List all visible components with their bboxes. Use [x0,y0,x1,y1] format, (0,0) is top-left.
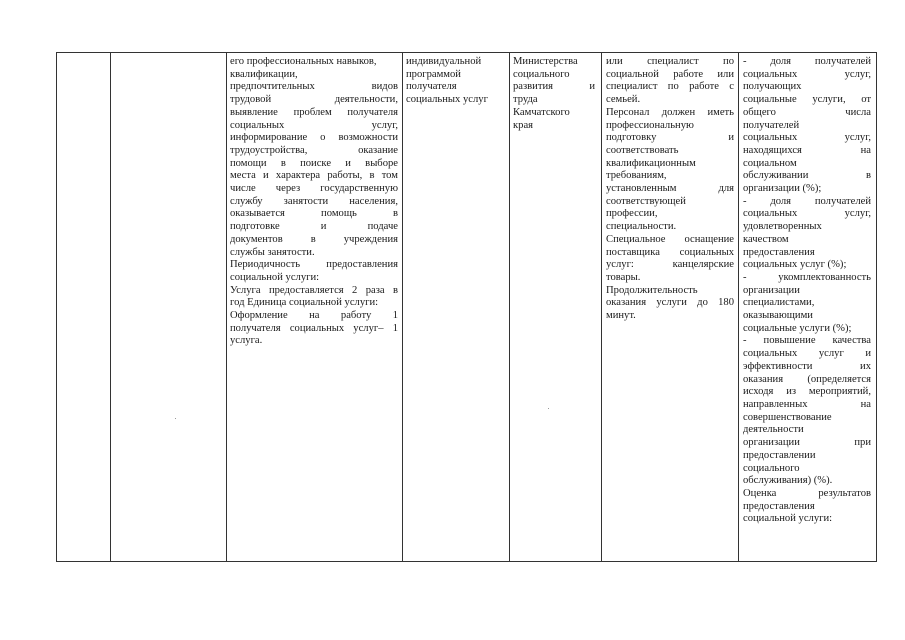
text-line: совершенствование [743,411,832,423]
text-line: профессии, [606,208,658,220]
text-line: специалист по работе с [606,81,734,93]
text-line: трудовой деятельности, [230,94,398,106]
text-line: его профессиональных навыков, [230,56,377,67]
text-line: Специальное оснащение [606,233,734,245]
text-line: поставщика социальных [606,246,734,258]
col-border-5 [509,52,510,561]
text-line: документов в учреждения [230,233,398,245]
text-line: соответствующей [606,195,686,207]
col-border-7 [738,52,739,561]
text-line: соответствовать [606,144,679,156]
text-line: получателя [406,81,457,93]
text-line: информирование о возможности [230,132,398,144]
text-line: социальной услуги: [230,271,320,283]
text-line: службы занятости. [230,246,315,258]
text-line: числе через государственную [230,183,398,195]
text-line: социальных услуг [406,94,488,106]
text-line: социальной работе или [606,68,734,80]
text-line: оказания услуги до 180 [606,297,734,309]
text-line: или специалист по [606,56,734,67]
text-line: труда [513,94,538,106]
text-line: - повышение качества [743,335,871,347]
table-bottom-border [56,561,877,562]
col-border-6 [601,52,602,561]
text-line: Министерства [513,56,578,67]
text-line: обслуживании в [743,170,871,182]
text-line: Оформление на работу 1 [230,310,398,322]
col-border-3 [226,52,227,561]
service-volume-cell [406,56,506,107]
text-line: минут. [606,310,636,322]
text-line: организации (%); [743,183,822,195]
text-line: предоставлении [743,449,816,461]
text-line: Оценка результатов [743,487,871,499]
service-description-cell [230,56,398,348]
text-line: оказывается помощь в [230,208,398,220]
text-line: качеством [743,233,789,245]
text-line: предоставления [743,500,815,512]
text-line: социальной услуги: [743,513,833,525]
text-line: социального [513,68,570,80]
service-conditions-cell [606,56,734,323]
text-line: - доля получателей [743,56,871,67]
col-border-2 [110,52,111,561]
scan-speck [548,408,549,409]
text-line: Услуга предоставляется 2 раза в [230,284,398,296]
text-line: Продолжительность [606,284,698,296]
text-line: службу занятости населения, [230,195,398,207]
text-line: социальных услуг, [743,208,871,220]
text-line: социального [743,462,800,474]
text-line: удовлетворенных [743,221,822,233]
text-line: эффективности их [743,360,871,372]
text-line: оказывающими [743,310,813,322]
text-line: места и характера работы, в том [230,170,398,182]
text-line: исходя из мероприятий, [743,386,871,398]
text-line: предпочтительных видов [230,81,398,93]
text-line: деятельности [743,424,804,436]
text-line: социальных услуг, [743,132,871,144]
text-line: социальных услуг, [230,119,398,131]
text-line: подготовке и подаче [230,221,398,233]
text-line: - доля получателей [743,195,871,207]
text-line: помощи в поиске и выборе [230,157,398,169]
text-line: социальных услуг (%); [743,259,847,271]
text-line: организации при [743,437,871,449]
quality-indicators-cell [743,56,871,526]
text-line: социальном [743,157,797,169]
text-line: направленных на [743,398,871,410]
text-line: квалификационным [606,157,696,169]
service-standard-cell [513,56,595,132]
text-line: края [513,119,534,131]
text-line: специалистами, [743,297,815,309]
text-line: Камчатского [513,106,570,118]
text-line: социальные услуги (%); [743,322,852,334]
text-line: общего числа [743,106,871,118]
text-line: год Единица социальной услуги: [230,297,379,309]
text-line: социальных услуг и [743,348,871,360]
text-line: организации [743,284,800,296]
text-line: выявление проблем получателя [230,106,398,118]
text-line: обслуживания) (%). [743,475,833,487]
text-line: товары. [606,271,641,283]
text-line: - укомплектованность [743,271,871,283]
text-line: находящихся на [743,144,871,156]
text-line: услуга. [230,335,263,347]
text-line: индивидуальной [406,56,482,67]
text-line: развития и [513,81,595,93]
table-top-border [56,52,877,53]
text-line: квалификации, [230,68,298,80]
text-line: предоставления [743,246,815,258]
text-line: специальности. [606,221,677,233]
text-line: оказания (определяется [743,373,871,385]
text-line: Периодичность предоставления [230,259,398,271]
text-line: Персонал должен иметь [606,106,734,118]
text-line: получателя социальных услуг– 1 [230,322,398,334]
text-line: услуг: канцелярские [606,259,734,271]
text-line: социальные услуги, от [743,94,871,106]
text-line: программой [406,68,461,80]
text-line: трудоустройства, оказание [230,144,398,156]
text-line: подготовку и [606,132,734,144]
col-border-1 [56,52,57,561]
text-line: получающих [743,81,802,93]
text-line: семьей. [606,94,641,106]
col-border-8 [876,52,877,561]
text-line: требованиям, [606,170,667,182]
text-line: получателей [743,119,800,131]
scan-speck [175,418,176,419]
text-line: установленным для [606,183,734,195]
text-line: профессиональную [606,119,694,131]
col-border-4 [402,52,403,561]
text-line: социальных услуг, [743,68,871,80]
